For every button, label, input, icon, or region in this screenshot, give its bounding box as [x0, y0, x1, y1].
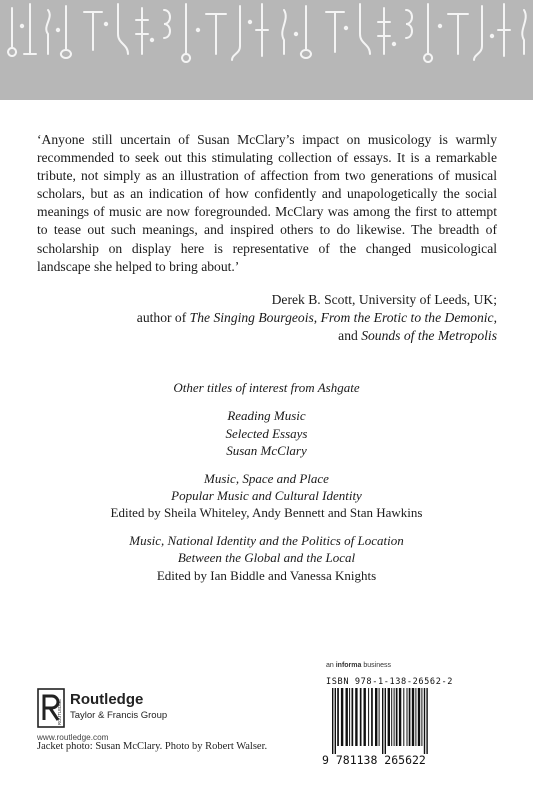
barcode-bar [426, 688, 427, 754]
attribution-books-line2: and Sounds of the Metropolis [338, 328, 497, 344]
barcode-bar [394, 688, 395, 746]
isbn-label: ISBN 978-1-138-26562-2 [326, 677, 454, 687]
attribution-books-line1: author of The Singing Bourgeois, From the Erotic to the Demonic, [136, 310, 497, 326]
barcode-bar [368, 688, 369, 746]
title-group-1 [0, 407, 533, 459]
barcode-bar [337, 688, 339, 746]
other-titles-heading: Other titles of interest from Ashgate [173, 380, 360, 395]
barcode-bar [421, 688, 422, 746]
book-title: From the Erotic to the Demonic [320, 310, 494, 326]
attribution-name: Derek B. Scott, University of Leeds, UK; [271, 292, 497, 307]
book-subtitle: Popular Music and Cultural Identity [171, 488, 362, 504]
book-title: The Singing Bourgeois [189, 310, 314, 326]
music-notation-decoration [0, 0, 533, 100]
barcode-bar [352, 688, 354, 746]
barcode-bar [385, 688, 386, 754]
book-title: Music, Space and Place [204, 470, 329, 486]
title-group-3 [0, 532, 533, 584]
barcode-bar [364, 688, 366, 746]
barcode-bar [412, 688, 414, 746]
book-author: Susan McClary [226, 443, 307, 459]
barcode-bar [403, 688, 404, 746]
jacket-photo-credit: Jacket photo: Susan McClary. Photo by Robert Walser. [37, 741, 268, 752]
book-editors: Edited by Sheila Whiteley, Andy Bennett and Stan Hawkins [110, 505, 423, 521]
barcode-bar [379, 688, 380, 746]
book-subtitle: Between the Global and the Local [177, 550, 356, 566]
barcode-digits: 9 781138 265622 [322, 753, 426, 767]
barcode-bar [341, 688, 343, 746]
publisher-group: Taylor & Francis Group [70, 710, 168, 721]
other-titles-section [0, 379, 533, 594]
barcode-bar [399, 688, 401, 746]
book-editors: Edited by Ian Biddle and Vanessa Knights [156, 567, 377, 583]
barcode-bar [415, 688, 416, 746]
barcode-bar [424, 688, 425, 754]
book-title: Reading Music [227, 408, 306, 424]
isbn-barcode [320, 688, 500, 768]
cover-header-band [0, 0, 533, 100]
barcode-bar [349, 688, 350, 746]
logo-vertical-text: ROUTLEDGE [57, 698, 62, 725]
routledge-logo-icon [37, 688, 65, 728]
barcode-bar [355, 688, 357, 746]
barcode-bar [335, 688, 336, 754]
barcode-bar [396, 688, 398, 746]
barcode-bar [360, 688, 362, 746]
barcode-bar [346, 688, 348, 746]
endorsement-quote: ‘Anyone still uncertain of Susan McClary’s impact on musicology is warmly recommended to seek out this stimulating collection of essays. It is a remarkable tribute, not simply as an illustration of affection from two generations of musical scholars, but as an indication of how confidently and unapologetically the social meanings of music are now foregrounded. McClary was among the first to attempt to tease out such meanings, and inspired others to do likewise. The breadth of scholarship on display here is representative of the changed musicological landscape she helped to bring about.’ [37, 132, 497, 274]
barcode-bar [388, 688, 390, 746]
book-title: Sounds of the Metropolis [361, 328, 497, 344]
barcode-bar [371, 688, 373, 746]
quote-attribution [27, 291, 497, 345]
barcode-bar [391, 688, 392, 746]
title-group-2 [0, 470, 533, 522]
barcode-bar [409, 688, 411, 746]
barcode-bar [407, 688, 408, 746]
barcode-bar [418, 688, 420, 746]
barcode-bars [332, 688, 428, 754]
publisher-url: www.routledge.com [37, 733, 109, 742]
barcode-bar [382, 688, 383, 754]
book-subtitle: Selected Essays [225, 425, 308, 441]
publisher-name: Routledge [70, 691, 144, 708]
book-title: Music, National Identity and the Politics of Location [129, 532, 404, 548]
barcode-bar [375, 688, 377, 746]
informa-business-label: an informa business [326, 662, 391, 669]
barcode-bar [332, 688, 333, 754]
